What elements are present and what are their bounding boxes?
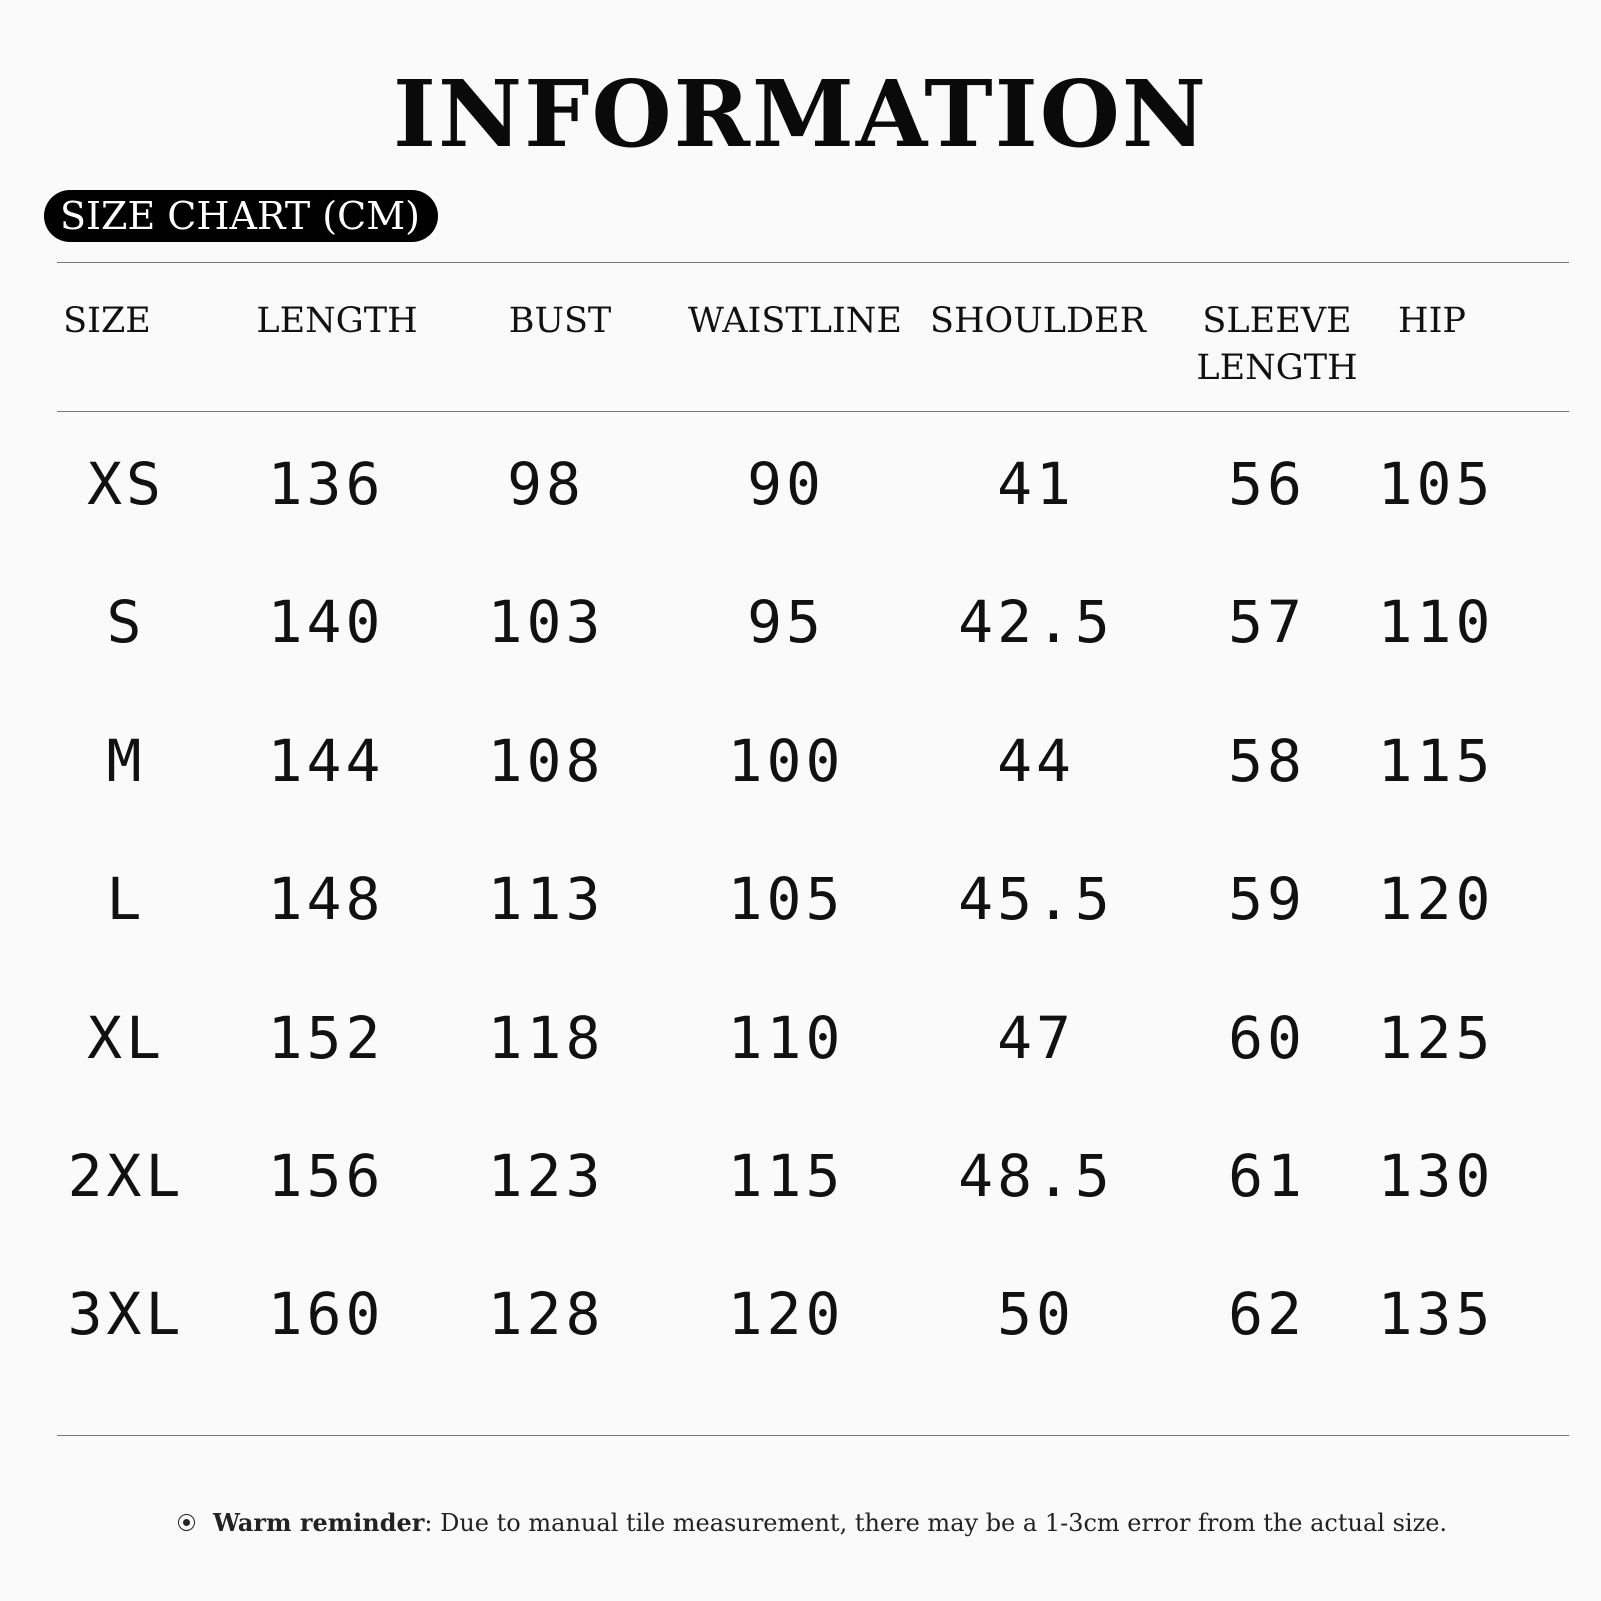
size-cell: XL [87,1003,165,1072]
measurement-cell: 115 [1377,726,1495,795]
measurement-cell: 60 [1228,1003,1306,1072]
measurement-cell: 44 [997,726,1075,795]
column-header-line: HIP [1398,301,1466,341]
measurement-cell: 110 [1377,588,1495,657]
measurement-cell: 152 [267,1003,385,1072]
measurement-cell: 118 [487,1003,605,1072]
size-cell: 2XL [67,1142,185,1210]
column-header [1398,298,1466,345]
column-header-line: WAISTLINE [688,301,902,341]
column-header-line: SIZE [63,301,151,341]
measurement-cell: 57 [1228,588,1306,657]
size-cell: 3XL [67,1280,185,1349]
measurement-cell: 61 [1228,1142,1306,1210]
measurement-cell: 130 [1377,1142,1495,1210]
warm-reminder [178,1506,1447,1540]
measurement-cell: 148 [267,865,385,934]
measurement-cell: 125 [1377,1003,1495,1072]
measurement-cell: 59 [1228,865,1306,934]
measurement-cell: 115 [727,1142,845,1210]
radio-bullet-icon [178,1514,195,1531]
measurement-cell: 120 [1377,865,1495,934]
measurement-cell: 41 [997,450,1075,518]
column-header-line: LENGTH [256,301,418,341]
measurement-cell: 100 [727,726,845,795]
column-header [1196,298,1357,392]
measurement-cell: 105 [1377,450,1495,518]
measurement-cell: 113 [487,865,605,934]
column-header-line: SLEEVE [1202,301,1352,341]
measurement-cell: 156 [267,1142,385,1210]
column-header-line: SHOULDER [930,301,1146,341]
column-header [930,298,1146,345]
measurement-cell: 42.5 [958,588,1114,657]
measurement-cell: 160 [267,1280,385,1349]
size-chart-badge: SIZE CHART (CM) [44,190,438,242]
size-cell: L [106,865,146,934]
reminder-label: Warm reminder [213,1508,425,1537]
bottom-divider [57,1435,1569,1436]
size-cell: M [106,726,146,795]
measurement-cell: 95 [747,588,825,657]
measurement-cell: 140 [267,588,385,657]
size-cell: XS [87,450,165,518]
measurement-cell: 47 [997,1003,1075,1072]
column-header [63,298,151,345]
column-header-line: BUST [508,301,612,341]
measurement-cell: 123 [487,1142,605,1210]
measurement-cell: 58 [1228,726,1306,795]
measurement-cell: 56 [1228,450,1306,518]
measurement-cell: 144 [267,726,385,795]
reminder-separator: : [424,1509,441,1537]
column-header [688,298,902,345]
reminder-text: Due to manual tile measurement, there may be a 1-3cm error from the actual size. [440,1509,1448,1537]
measurement-cell: 45.5 [958,865,1114,934]
measurement-cell: 90 [747,450,825,518]
column-header [509,298,612,345]
measurement-cell: 50 [997,1280,1075,1349]
measurement-cell: 62 [1228,1280,1306,1349]
measurement-cell: 120 [727,1280,845,1349]
measurement-cell: 108 [487,726,605,795]
header-divider [57,411,1569,412]
measurement-cell: 103 [487,588,605,657]
column-header-line: LENGTH [1196,348,1358,388]
top-divider [57,262,1569,263]
size-cell: S [106,588,146,657]
measurement-cell: 136 [267,450,385,518]
measurement-cell: 135 [1377,1280,1495,1349]
measurement-cell: 128 [487,1280,605,1349]
measurement-cell: 48.5 [958,1142,1114,1210]
column-header [256,298,417,345]
measurement-cell: 98 [507,450,585,518]
measurement-cell: 105 [727,865,845,934]
page-title: INFORMATION [393,60,1208,168]
measurement-cell: 110 [727,1003,845,1072]
